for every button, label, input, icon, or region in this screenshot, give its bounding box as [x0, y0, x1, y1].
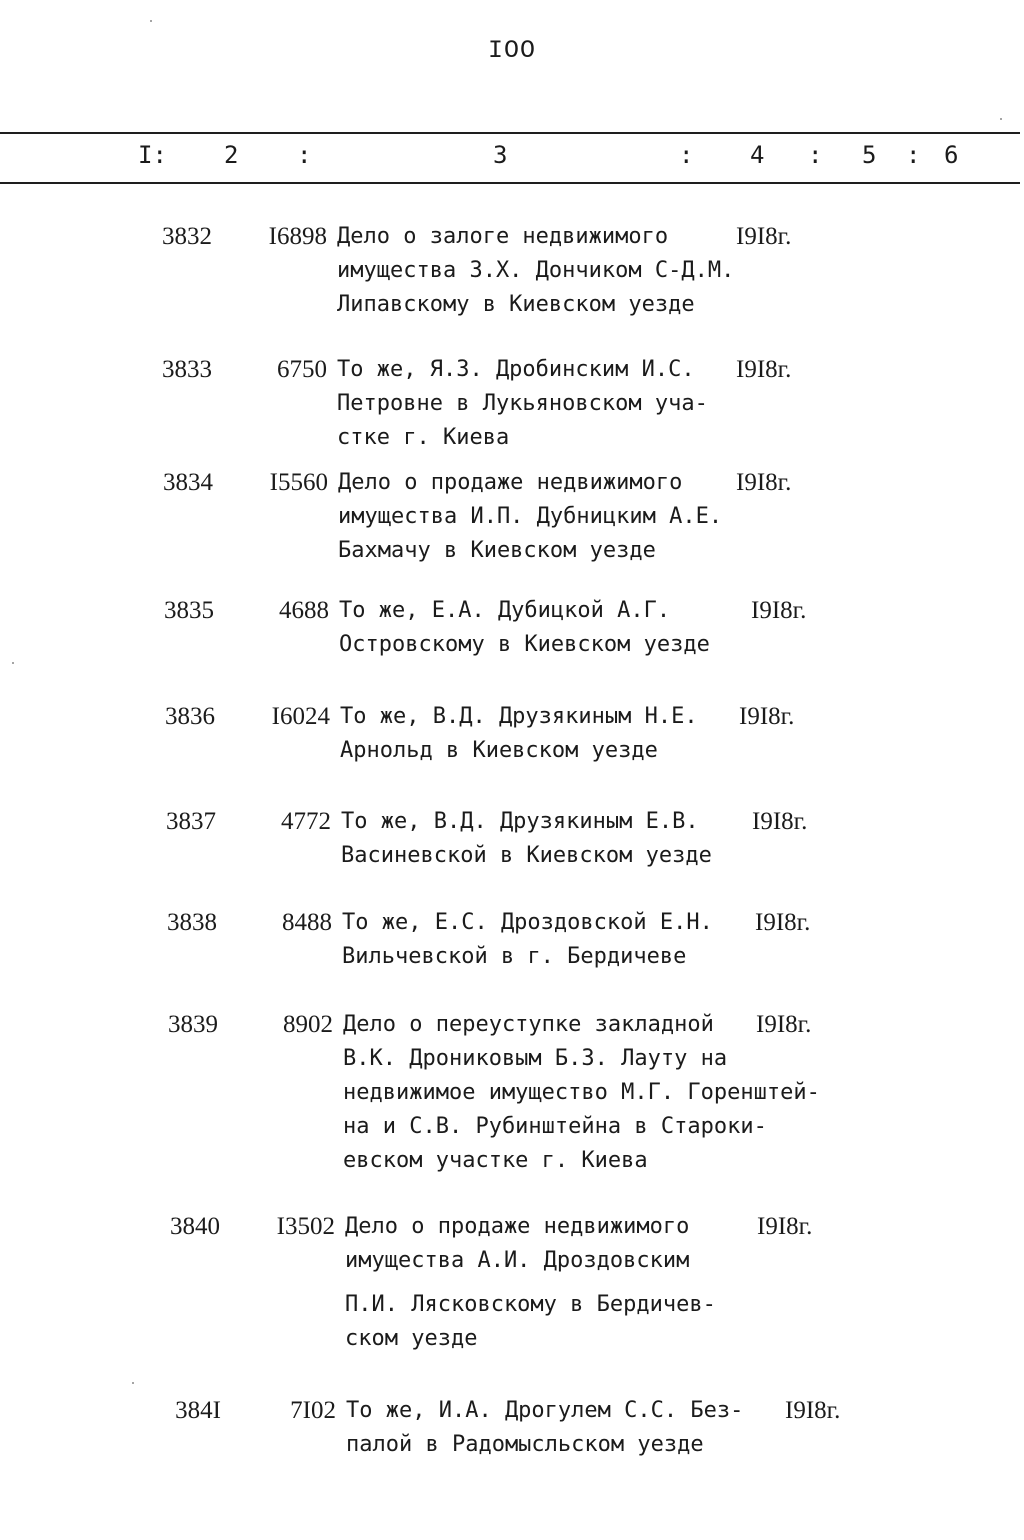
entry-seq-number: 3836 — [165, 703, 215, 730]
entry-seq-number: 3840 — [170, 1213, 220, 1240]
entry-description-line: То же, Е.А. Дубицкой А.Г. — [339, 598, 671, 623]
entry-description-line: П.И. Лясковскому в Бердичев- — [345, 1292, 716, 1317]
entry-description-line: Дело о продаже недвижимого — [345, 1214, 690, 1239]
entry-year: I9I8г. — [736, 356, 792, 383]
entry-archive-number: 8902 — [283, 1011, 333, 1038]
entry-archive-number: 7I02 — [290, 1397, 336, 1424]
column-separator: : — [906, 141, 921, 169]
entry-seq-number: 3838 — [167, 909, 217, 936]
entry-description-line: имущества А.И. Дроздовским — [345, 1248, 690, 1273]
column-header-1: I: — [138, 141, 167, 169]
entry-seq-number: 3833 — [162, 356, 212, 383]
entry-description-line: Петровне в Лукьяновском уча- — [337, 391, 708, 416]
entry-year: I9I8г. — [752, 808, 808, 835]
entry-year: I9I8г. — [755, 909, 811, 936]
page-number: IOO — [487, 36, 536, 65]
column-separator: : — [297, 141, 312, 169]
column-header-5: 5 — [862, 141, 877, 169]
column-header-4: 4 — [750, 141, 765, 169]
entry-archive-number: I5560 — [269, 469, 328, 496]
entry-description-line: палой в Радомысльском уезде — [346, 1432, 704, 1457]
column-separator: : — [679, 141, 694, 169]
entry-archive-number: I6898 — [268, 223, 327, 250]
column-separator: : — [808, 141, 823, 169]
entry-seq-number: 3837 — [166, 808, 216, 835]
scan-speck — [1000, 118, 1002, 120]
entry-year: I9I8г. — [736, 469, 792, 496]
entry-year: I9I8г. — [736, 223, 792, 250]
entry-description-line: Арнольд в Киевском уезде — [340, 738, 658, 763]
entry-description-line: То же, И.А. Дрогулем С.С. Без- — [346, 1398, 744, 1423]
scan-speck — [12, 662, 14, 664]
entry-description-line: Васиневской в Киевском уезде — [341, 843, 712, 868]
entry-description-line: То же, В.Д. Друзякиным Н.Е. — [340, 704, 698, 729]
entry-year: I9I8г. — [739, 703, 795, 730]
entry-description-line: недвижимое имущество М.Г. Горенштей- — [343, 1080, 820, 1105]
entry-description-line: стке г. Киева — [337, 425, 510, 450]
entry-description-line: То же, В.Д. Друзякиным Е.В. — [341, 809, 699, 834]
entry-year: I9I8г. — [757, 1213, 813, 1240]
entry-archive-number: 4688 — [279, 597, 329, 624]
entry-archive-number: I6024 — [271, 703, 330, 730]
entry-archive-number: 6750 — [277, 356, 327, 383]
entry-description-line: имущества И.П. Дубницким А.Е. — [338, 504, 723, 529]
column-header-6: 6 — [944, 141, 959, 169]
entry-description-line: на и С.В. Рубинштейна в Староки- — [343, 1114, 767, 1139]
entry-seq-number: 3834 — [163, 469, 213, 496]
column-header-3: 3 — [493, 141, 508, 169]
entry-year: I9I8г. — [751, 597, 807, 624]
entry-year: I9I8г. — [785, 1397, 841, 1424]
header-top-rule — [0, 132, 1020, 134]
entry-description-line: евском участке г. Киева — [343, 1148, 648, 1173]
entry-seq-number: 3832 — [162, 223, 212, 250]
entry-description-line: ском уезде — [345, 1326, 478, 1351]
entry-description-line: Липавскому в Киевском уезде — [337, 292, 695, 317]
entry-seq-number: 3839 — [168, 1011, 218, 1038]
entry-description — [340, 700, 880, 768]
entry-archive-number: 8488 — [282, 909, 332, 936]
entry-description-line: имущества З.Х. Дончиком С-Д.М. — [337, 258, 735, 283]
entry-archive-number: 4772 — [281, 808, 331, 835]
entry-year: I9I8г. — [756, 1011, 812, 1038]
entry-description-line: Дело о продаже недвижимого — [338, 470, 683, 495]
scan-speck — [132, 1382, 134, 1384]
entry-seq-number: 384I — [175, 1397, 221, 1424]
header-bottom-rule — [0, 182, 1020, 184]
entry-description-line: То же, Я.З. Дробинским И.С. — [337, 357, 695, 382]
entry-description-line: Бахмачу в Киевском уезде — [338, 538, 656, 563]
entry-description — [337, 220, 877, 322]
entry-description-line: Дело о переуступке закладной — [343, 1012, 714, 1037]
entry-description-line: В.К. Дрониковым Б.З. Лауту на — [343, 1046, 728, 1071]
entry-description-line: Дело о залоге недвижимого — [337, 224, 669, 249]
entry-description-line: То же, Е.С. Дроздовской Е.Н. — [342, 910, 713, 935]
column-header-2: 2 — [224, 141, 239, 169]
entry-seq-number: 3835 — [164, 597, 214, 624]
scan-speck — [150, 20, 152, 22]
entry-archive-number: I3502 — [276, 1213, 335, 1240]
entry-description — [338, 466, 878, 568]
entry-description-line: Вильчевской в г. Бердичеве — [342, 944, 687, 969]
entry-description-line: Островскому в Киевском уезде — [339, 632, 710, 657]
entry-description — [337, 353, 877, 455]
